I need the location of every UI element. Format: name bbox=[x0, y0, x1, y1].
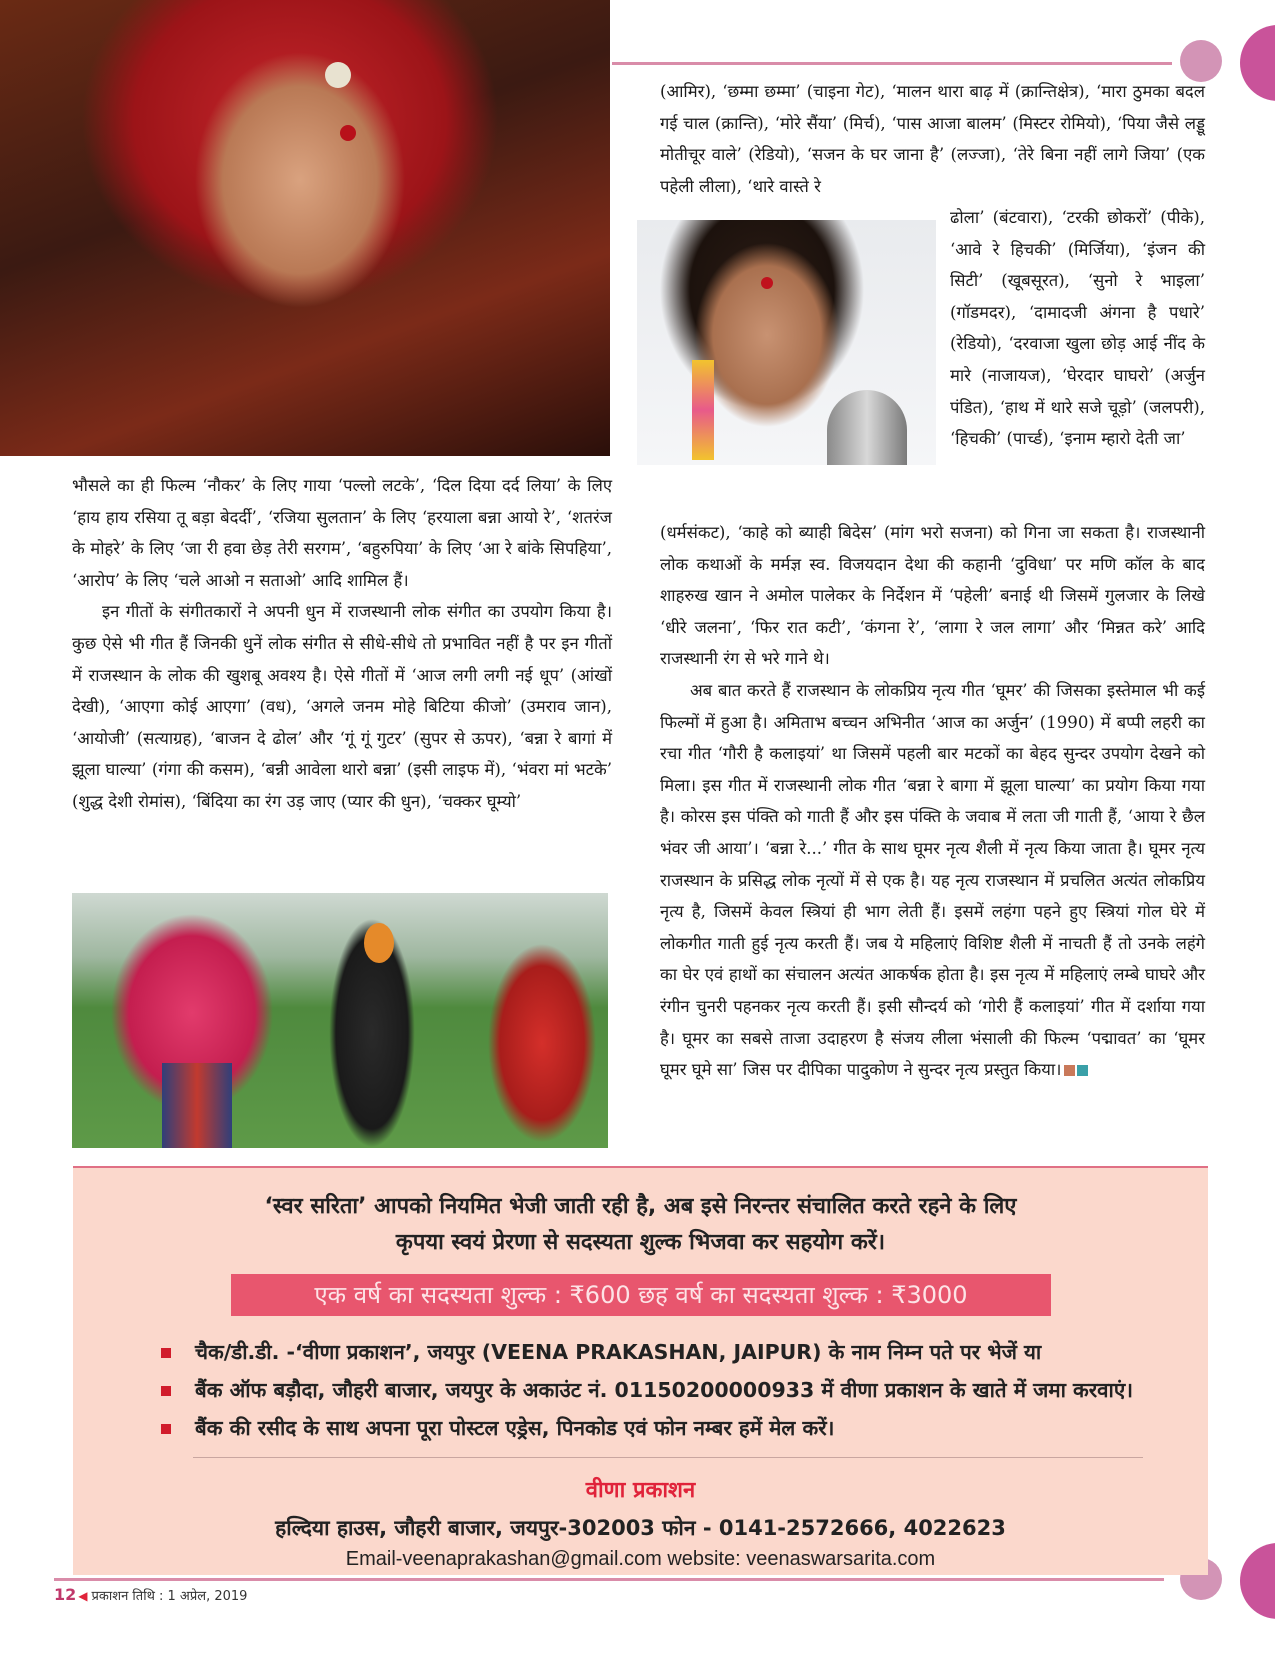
page-footer bbox=[54, 1585, 247, 1604]
article-right-column-top bbox=[660, 76, 1205, 202]
article-right-column-bottom bbox=[660, 517, 1205, 1086]
payment-option-item: बैंक की रसीद के साथ अपना पूरा पोस्टल एड्रेस, पिनकोड एवं फोन नम्बर हमें मेल करें। bbox=[161, 1414, 834, 1442]
decorative-circle-large-top bbox=[1240, 25, 1275, 101]
publisher-contact: Email-veenaprakashan@gmail.com website: veenaswarsarita.com bbox=[345, 1548, 936, 1570]
end-mark-icon bbox=[1064, 1065, 1075, 1076]
film-still-dancers-field bbox=[72, 893, 608, 1148]
article-paragraph: (धर्मसंकट), ‘काहे को ब्याही बिदेस’ (मांग भरो सजना) को गिना जा सकता है। राजस्थानी लोक कथाओं के मर्मज्ञ स्व. विजयदान देथा की कहानी ‘दुविधा’ पर मणि कॉल के बाद शाहरुख खान ने अमोल पालेकर के निर्देशन में ‘पहेली’ बनाई थी जिसमें गुलजार के लिखे ‘धीरे जलना’, ‘फिर रात कटी’, ‘कंगना रे’, ‘लागा रे जल लागा’ और ‘मिन्नत करे’ आदि राजस्थानी रंग से भरे गाने थे। bbox=[660, 523, 1205, 669]
article-paragraph: (आमिर), ‘छम्मा छम्मा’ (चाइना गेट), ‘मालन थारा बाढ़ में (क्रान्तिक्षेत्र), ‘मारा ठुमका बदल गई चाल (क्रान्ति), ‘मोरे सैंया’ (मिर्च), ‘पास आजा बालम’ (मिस्टर रोमियो), ‘पिया जैसे लड्डू मोतीचूर वाले’ (रेडियो), ‘सजन के घर जाना है’ (लज्जा), ‘तेरे बिना नहीं लागे जिया’ (एक पहेली लीला), ‘थारे वास्ते रे bbox=[660, 82, 1205, 196]
bullet-square-icon bbox=[161, 1386, 171, 1396]
subscription-fee-bar: एक वर्ष का सदस्यता शुल्क : ₹600 छह वर्ष का सदस्यता शुल्क : ₹3000 bbox=[231, 1274, 1051, 1316]
article-paragraph: इन गीतों के संगीतकारों ने अपनी धुन में राजस्थानी लोक संगीत का उपयोग किया है। कुछ ऐसे भी गीत हैं जिनकी धुनें लोक संगीत से सीधे-सीधे तो प्रभावित नहीं है पर इन गीतों में राजस्थान के लोक की खुशबू अवश्य है। ऐसे गीतों में ‘आज लगी लगी नई धूप’ (आंखों देखी), ‘आएगा कोई आएगा’ (वध), ‘अगले जनम मोहे बिटिया कीजो’ (उमराव जान), ‘आयोजी’ (सत्याग्रह), ‘बाजन दे ढोल’ और ‘गूं गूं गुटर’ (सुपर से ऊपर), ‘बन्ना रे बागां में झूला घाल्या’ (गंगा की कसम), ‘बन्नी आवेला थारो बन्ना’ (इसी लाइफ में), ‘भंवरा मां भटके’ (शुद्ध देशी रोमांस), ‘बिंदिया का रंग उड़ जाए (प्यार की धुन), ‘चक्कर घूम्यो’ bbox=[72, 602, 612, 811]
article-paragraph-last: अब बात करते हैं राजस्थान के लोकप्रिय नृत्य गीत ‘घूमर’ की जिसका इस्तेमाल भी कई फिल्मों में हुआ है। अमिताभ बच्चन अभिनीत ‘आज का अर्जुन’ (1990) में बप्पी लहरी का रचा गीत ‘गौरी है कलाइयां’ था जिसमें पहली बार मटकों का बेहद सुन्दर उपयोग देखने को मिला। इस गीत में राजस्थानी लोक गीत ‘बन्ना रे बागा में झूला घाल्या’ का प्रयोग किया गया है। कोरस इस पंक्ति को गाती हैं और इस पंक्ति के जवाब में लता जी गाती हैं, ‘आया रे छैल भंवर जी आया’। ‘बन्ना रे...’ गीत के साथ घूमर नृत्य शैली में नृत्य किया जाता है। घूमर नृत्य राजस्थान के प्रसिद्ध लोक नृत्यों में से एक है। यह नृत्य राजस्थान में प्रचलित अत्यंत लोकप्रिय नृत्य है, जिसमें केवल स्त्रियां ही भाग लेती हैं। इसमें लहंगा पहने हुए स्त्रियां गोल घेरे में लोकगीत गाती हुई नृत्य करती हैं। जब ये महिलाएं विशिष्ट शैली में नाचती हैं तो उनके लहंगे का घेर एवं हाथों का संचालन अत्यंत आकर्षक होता है। इस नृत्य में महिलाएं लम्बे घाघरे और रंगीन चुनरी पहनकर नृत्य करती हैं। इसी सौन्दर्य को ‘गोरी हैं कलाइयां’ गीत में दर्शाया गया है। घूमर का सबसे ताजा उदाहरण है संजय लीला भंसाली की फिल्म ‘पद्मावत’ का ‘घूमर घूमर घूमे सा’ जिस पर दीपिका पादुकोण ने सुन्दर नृत्य प्रस्तुत किया। bbox=[660, 680, 1205, 1080]
end-mark-icon bbox=[1077, 1065, 1088, 1076]
bullet-square-icon bbox=[161, 1424, 171, 1434]
publisher-address: हल्दिया हाउस, जौहरी बाजार, जयपुर-302003 फोन - 0141-2572666, 4022623 bbox=[275, 1516, 1006, 1540]
article-right-column-wrap bbox=[950, 202, 1205, 455]
subscription-divider bbox=[193, 1457, 1143, 1458]
arrow-icon: ◀ bbox=[78, 1589, 88, 1603]
decorative-circle-large-bottom bbox=[1240, 1543, 1275, 1619]
page-number: 12 bbox=[54, 1585, 77, 1604]
header-rule bbox=[612, 62, 1172, 65]
film-still-woman-red-dupatta bbox=[0, 0, 610, 456]
payment-option-item: चैक/डी.डी. -‘वीणा प्रकाशन’, जयपुर (VEENA PRAKASHAN, JAIPUR) के नाम निम्न पते पर भेजें या bbox=[161, 1338, 1041, 1366]
bullet-square-icon bbox=[161, 1348, 171, 1358]
publication-date: प्रकाशन तिथि : 1 अप्रेल, 2019 bbox=[91, 1589, 248, 1604]
subscription-appeal-line-2: कृपया स्वयं प्रेरणा से सदस्यता शुल्क भिजवा कर सहयोग करें। bbox=[395, 1230, 886, 1255]
subscription-box bbox=[73, 1168, 1208, 1575]
subscription-appeal-line-1: ‘स्वर सरिता’ आपको नियमित भेजी जाती रही है, अब इसे निरन्तर संचालित करते रहने के लिए bbox=[264, 1194, 1017, 1219]
footer-rule bbox=[54, 1578, 1164, 1581]
film-still-woman-microphone bbox=[637, 220, 936, 465]
payment-option-item: बैंक ऑफ बड़ौदा, जौहरी बाजार, जयपुर के अकाउंट नं. 01150200000933 में वीणा प्रकाशन के खाते में जमा करवाएं। bbox=[161, 1376, 1133, 1404]
publisher-name: वीणा प्रकाशन bbox=[585, 1478, 696, 1503]
article-left-column bbox=[72, 470, 612, 818]
article-paragraph: ढोला’ (बंटवारा), ‘टरकी छोकरों’ (पीके), ‘आवे रे हिचकी’ (मिर्जिया), ‘इंजन की सिटी’ (खूबसूरत), ‘सुनो रे भाइला’ (गॉडमदर), ‘दामादजी अंगना है पधारे’ (रेडियो), ‘दरवाजा खुला छोड़ आई नींद के मारे (नाजायज), ‘घेरदार घाघरो’ (अर्जुन पंडित), ‘हाथ में थारे सजे चूड़ो’ (जलपरी), ‘हिचकी’ (पार्च्ड), ‘इनाम म्हारो देती जा’ bbox=[950, 208, 1205, 449]
article-paragraph: भौसले का ही फिल्म ‘नौकर’ के लिए गाया ‘पल्लो लटके’, ‘दिल दिया दर्द लिया’ के लिए ‘हाय हाय रसिया तू बड़ा बेदर्दी’, ‘रजिया सुलतान’ के लिए ‘हरयाला बन्ना आयो रे’, ‘शतरंज के मोहरे’ के लिए ‘जा री हवा छेड़ तेरी सरगम’, ‘बहुरुपिया’ के लिए ‘आ रे बांके सिपहिया’, ‘आरोप’ के लिए ‘चले आओ न सताओ’ आदि शामिल हैं। bbox=[72, 476, 612, 590]
